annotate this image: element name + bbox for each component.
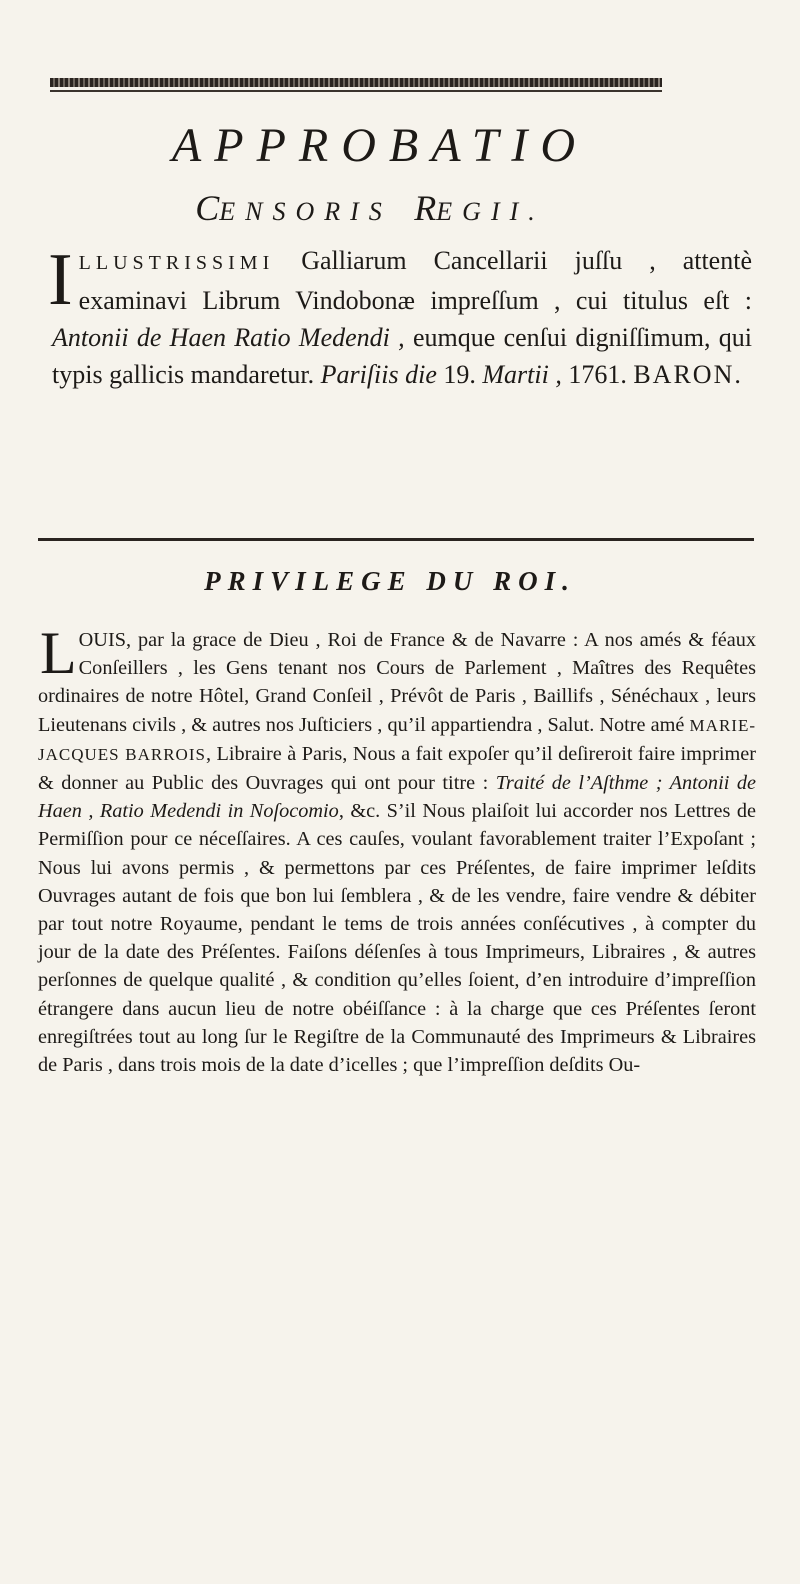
approbatio-text-2: eumque cenſui digniſſimum, qui typis gallicis mandaretur.	[52, 323, 752, 389]
subtitle-initial-r: R	[414, 188, 437, 228]
approbatio-title: APPROBATIO	[171, 119, 589, 172]
subtitle-initial-c: C	[195, 188, 220, 228]
subtitle-ensoris: ENSORIS	[219, 197, 392, 226]
head-ornament-band	[50, 78, 662, 87]
privilege-title: PRIVILEGE DU ROI.	[204, 566, 576, 596]
approbatio-date-day: 19.	[436, 360, 483, 389]
section-divider	[38, 538, 754, 541]
approbatio-lead: LLUSTRISSIMI	[78, 252, 275, 274]
approbatio-signature: BARON.	[633, 360, 743, 389]
privilege-lead: OUIS	[78, 629, 126, 651]
privilege-name: MARIE-JACQUES BARROIS	[38, 715, 756, 764]
privilege-text	[38, 620, 757, 1079]
approbatio-dropcap: I	[48, 239, 73, 321]
approbatio-work-title: Antonii de Haen Ratio Medendi ,	[52, 323, 405, 352]
privilege-text-2: , Libraire à Paris, Nous a fait expoſer qu’il deſireroit faire imprimer & donner au Public des Ouvrages qui ont pour titre :	[38, 742, 757, 795]
approbatio-date-place: Pariſiis die	[320, 360, 437, 389]
head-ornament-rule	[50, 90, 662, 92]
approbatio-date-month: Martii ,	[482, 360, 562, 389]
approbatio-subtitle	[0, 190, 740, 226]
privilege-text-3: , &c. S’il Nous plaiſoit lui accorder nos Lettres de Permiſſion pour ce néceſſaires. A ces cauſes, voulant favorablement traiter l’Expoſant ; Nous lui avons permis , & permettons par ces Préſentes, de faire imprimer leſdits Ouvrages autant de fois que bon lui ſemblera , & de les vendre, faire vendre & débiter par tout notre Royaume, pendant le tems de trois années conſécutives , à compter du jour de la date des Préſentes. Faiſons déſenſes à tous Imprimeurs, Libraires , & autres perſonnes de quelque qualité , & condition qu’elles ſoient, d’en introduire d’impreſſion étrangere dans aucun lieu de notre obéiſſance : à la charge que ces Préſentes ſeront enregiſtrées tout au long ſur le Regiſtre de la Communauté des Imprimeurs & Libraires de Paris , dans trois mois de la date d’icelles ; que l’impreſſion deſdits Ou-	[38, 800, 757, 1077]
approbatio-date-year: 1761.	[561, 360, 634, 389]
approbatio-text-1: Galliarum Cancellarii juſſu , attentè examinavi Librum Vindobonæ impreſſum , cui titulus eſt :	[78, 246, 752, 315]
privilege-dropcap: L	[40, 620, 77, 686]
approbatio-text	[48, 239, 752, 393]
subtitle-egii: EGII.	[436, 197, 545, 226]
privilege-work-title: Traité de l’Aſthme ; Antonii de Haen , Ratio Medendi in Noſocomio	[38, 772, 756, 823]
privilege-text-1: , par la grace de Dieu , Roi de France & de Navarre : A nos amés & féaux Conſeillers , les Gens tenant nos Cours de Parlement , Maîtres des Requêtes ordinaires de notre Hôtel, Grand Conſeil , Prévôt de Paris , Baillifs , Sénéchaux , leurs Lieutenans civils , & autres nos Juſticiers , qu’il appartiendra , Salut. Notre amé	[38, 629, 756, 736]
